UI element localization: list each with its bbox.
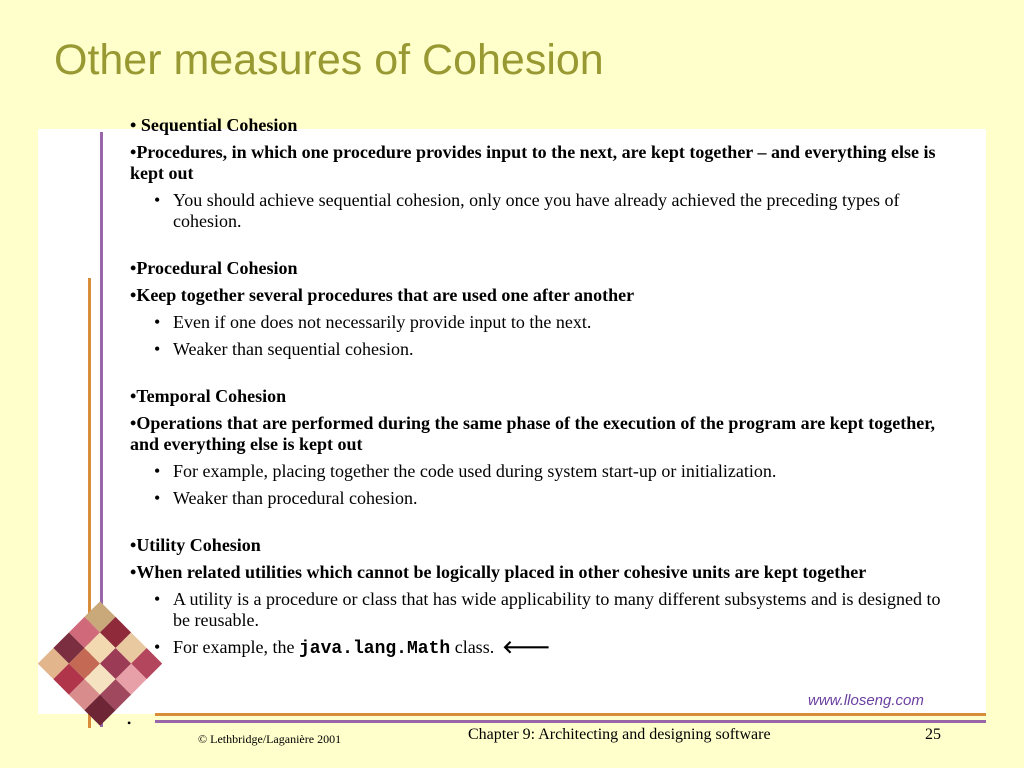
orange-horizontal-rule — [155, 713, 986, 716]
purple-horizontal-rule — [155, 720, 986, 723]
section-definition: •Keep together several procedures that are used one after another — [130, 285, 635, 305]
lone-bullet: • — [127, 716, 132, 730]
left-arrow-icon: 🡐 — [502, 637, 551, 657]
section-heading: •Procedural Cohesion — [130, 258, 298, 278]
section-definition: •Operations that are performed during the same phase of the execution of the program are kept together, and everything else is kept out — [130, 413, 936, 454]
sub-point: • A utility is a procedure or class that has wide applicability to many different subsystems and is designed to be reusable. — [154, 589, 941, 630]
footer-page-number: 25 — [925, 726, 941, 743]
sub-point-example: • For example, the java.lang.Math class. 🡐 — [154, 637, 551, 659]
sub-point: • Even if one does not necessarily provide input to the next. — [154, 312, 592, 332]
code-java-lang-math: java.lang.Math — [298, 639, 451, 659]
section-definition: •Procedures, in which one procedure provides input to the next, are kept together – and everything else is kept out — [130, 142, 936, 183]
slide-title: Other measures of Cohesion — [54, 36, 604, 84]
slide-content — [130, 115, 950, 660]
sub-point: • You should achieve sequential cohesion, only once you have already achieved the preceding types of cohesion. — [154, 190, 900, 231]
footer-copyright: © Lethbridge/Laganière 2001 — [198, 732, 342, 746]
sub-point: • Weaker than sequential cohesion. — [154, 339, 414, 359]
sub-point: • For example, placing together the code used during system start-up or initialization. — [154, 461, 777, 481]
sub-point: • Weaker than procedural cohesion. — [154, 488, 418, 508]
section-heading: • Sequential Cohesion — [130, 115, 298, 135]
section-definition: •When related utilities which cannot be logically placed in other cohesive units are kept together — [130, 562, 867, 582]
website-link[interactable]: www.lloseng.com — [808, 692, 924, 709]
section-heading: •Utility Cohesion — [130, 535, 261, 555]
section-heading: •Temporal Cohesion — [130, 386, 287, 406]
footer-chapter: Chapter 9: Architecting and designing software — [468, 726, 771, 743]
